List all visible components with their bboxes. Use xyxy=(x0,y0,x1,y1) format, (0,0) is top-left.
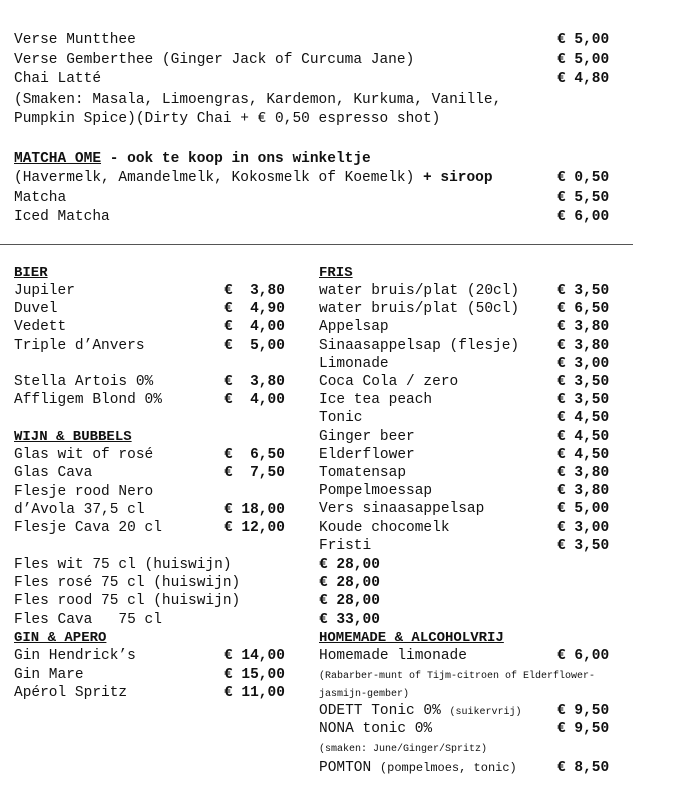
tea-item-price: € 4,80 xyxy=(557,71,610,87)
fris-item-name: Coca Cola / zero xyxy=(319,374,459,390)
fris-item-name: Koude chocomelk xyxy=(319,520,450,536)
fris-item-price: € 3,80 xyxy=(557,483,610,499)
tea-item-name: Verse Gemberthee (Ginger Jack of Curcuma Jane) xyxy=(14,52,415,68)
fris-item-name: Ice tea peach xyxy=(319,392,433,408)
syrup-price: € 0,50 xyxy=(557,170,610,186)
fris-item-price: € 3,80 xyxy=(557,465,610,481)
bier-item-price: € 3,80 xyxy=(224,374,285,390)
limonade-flavours-note: jasmijn-gember) xyxy=(319,689,410,700)
bier-item-name: Affligem Blond 0% xyxy=(14,392,162,408)
matcha-item-name: Iced Matcha xyxy=(14,209,110,225)
odett-price: € 9,50 xyxy=(557,703,610,719)
wine-bottle-name: Fles rood 75 cl (huiswijn) xyxy=(14,593,241,609)
pomton-item xyxy=(319,759,517,778)
fris-item-price: € 3,50 xyxy=(557,538,610,554)
wine-bottle-name: Fles Cava 75 cl xyxy=(14,612,162,628)
odett-note: (suikervrij) xyxy=(449,707,522,718)
bier-item-name: Jupiler xyxy=(14,283,75,299)
fris-item-price: € 4,50 xyxy=(557,447,610,463)
wine-bottle-name: Fles wit 75 cl (huiswijn) xyxy=(14,557,232,573)
bier-item-name: Duvel xyxy=(14,301,58,317)
wijn-item-price: € 12,00 xyxy=(224,520,285,536)
fris-item-price: € 3,50 xyxy=(557,392,610,408)
nona-price: € 9,50 xyxy=(557,721,610,737)
fris-item-name: Appelsap xyxy=(319,319,389,335)
fris-item-name: Tomatensap xyxy=(319,465,407,481)
wine-bottle-price: € 28,00 xyxy=(319,557,380,573)
fris-item-name: Ginger beer xyxy=(319,429,415,445)
fris-item-price: € 6,50 xyxy=(557,301,610,317)
homemade-item-name: Homemade limonade xyxy=(319,648,467,664)
milk-options-note xyxy=(14,169,493,188)
matcha-title: MATCHA OME xyxy=(14,151,102,167)
homemade-heading: HOMEMADE & ALCOHOLVRIJ xyxy=(319,630,504,646)
fris-item-price: € 4,50 xyxy=(557,429,610,445)
gin-item-price: € 11,00 xyxy=(224,685,285,701)
fris-item-price: € 3,50 xyxy=(557,374,610,390)
gin-item-name: Gin Hendrick’s xyxy=(14,648,136,664)
wijn-item-name: d’Avola 37,5 cl xyxy=(14,502,145,518)
fris-item-name: Elderflower xyxy=(319,447,415,463)
fris-item-price: € 4,50 xyxy=(557,410,610,426)
pomton-price: € 8,50 xyxy=(557,760,610,776)
fris-item-price: € 3,50 xyxy=(557,283,610,299)
fris-item-name: Vers sinaasappelsap xyxy=(319,501,485,517)
section-divider xyxy=(0,244,633,245)
homemade-item-price: € 6,00 xyxy=(557,648,610,664)
matcha-item-price: € 6,00 xyxy=(557,209,610,225)
wijn-item-price: € 6,50 xyxy=(224,447,285,463)
matcha-heading xyxy=(14,150,371,169)
wine-bottle-price: € 28,00 xyxy=(319,575,380,591)
wijn-item-name: Flesje rood Nero xyxy=(14,484,154,500)
wijn-item-name: Flesje Cava 20 cl xyxy=(14,520,162,536)
tea-item-name: Chai Latté xyxy=(14,71,102,87)
wijn-item-name: Glas Cava xyxy=(14,465,93,481)
wine-bottle-price: € 28,00 xyxy=(319,593,380,609)
bier-heading: BIER xyxy=(14,265,48,281)
syrup-label: + siroop xyxy=(414,170,493,186)
chai-flavours-note: (Smaken: Masala, Limoengras, Kardemon, Kurkuma, Vanille, xyxy=(14,92,502,108)
wijn-item-name: Glas wit of rosé xyxy=(14,447,154,463)
fris-item-price: € 3,80 xyxy=(557,338,610,354)
odett-name: ODETT Tonic 0% xyxy=(319,703,441,719)
gin-item-price: € 15,00 xyxy=(224,667,285,683)
wijn-heading: WIJN & BUBBELS xyxy=(14,429,132,445)
matcha-item-name: Matcha xyxy=(14,190,67,206)
fris-item-price: € 5,00 xyxy=(557,501,610,517)
fris-item-price: € 3,80 xyxy=(557,319,610,335)
tea-item-name: Verse Muntthee xyxy=(14,32,136,48)
fris-item-name: Tonic xyxy=(319,410,363,426)
pomton-note: (pompelmoes, tonic) xyxy=(379,761,517,775)
bier-item-price: € 5,00 xyxy=(224,338,285,354)
wijn-item-price: € 7,50 xyxy=(224,465,285,481)
fris-item-name: Fristi xyxy=(319,538,372,554)
bier-item-name: Triple d’Anvers xyxy=(14,338,145,354)
bier-item-price: € 4,90 xyxy=(224,301,285,317)
chai-flavours-note: Pumpkin Spice)(Dirty Chai + € 0,50 espresso shot) xyxy=(14,111,441,127)
fris-item-name: Sinaasappelsap (flesje) xyxy=(319,338,520,354)
fris-item-name: Pompelmoessap xyxy=(319,483,433,499)
fris-item-price: € 3,00 xyxy=(557,520,610,536)
gin-item-name: Gin Mare xyxy=(14,667,84,683)
limonade-flavours-note: (Rabarber-munt of Tijm-citroen of Elderflower- xyxy=(319,671,596,682)
matcha-item-price: € 5,50 xyxy=(557,190,610,206)
fris-item-name: water bruis/plat (50cl) xyxy=(319,301,520,317)
nona-name: NONA tonic 0% xyxy=(319,721,433,737)
gin-item-price: € 14,00 xyxy=(224,648,285,664)
tea-item-price: € 5,00 xyxy=(557,52,610,68)
gin-item-name: Apérol Spritz xyxy=(14,685,128,701)
bier-item-price: € 4,00 xyxy=(224,392,285,408)
bier-item-price: € 3,80 xyxy=(224,283,285,299)
wijn-item-price: € 18,00 xyxy=(224,502,285,518)
fris-item-name: Limonade xyxy=(319,356,389,372)
wine-bottle-name: Fles rosé 75 cl (huiswijn) xyxy=(14,575,241,591)
fris-item-name: water bruis/plat (20cl) xyxy=(319,283,520,299)
matcha-subtitle: - ook te koop in ons winkeltje xyxy=(101,151,371,167)
bier-item-price: € 4,00 xyxy=(224,319,285,335)
pomton-name: POMTON xyxy=(319,760,372,776)
fris-item-price: € 3,00 xyxy=(557,356,610,372)
fris-heading: FRIS xyxy=(319,265,353,281)
milk-options: (Havermelk, Amandelmelk, Kokosmelk of Koemelk) xyxy=(14,170,415,186)
wine-bottle-price: € 33,00 xyxy=(319,612,380,628)
nona-flavours-note: (smaken: June/Ginger/Spritz) xyxy=(319,744,488,755)
odett-item xyxy=(319,702,522,722)
tea-item-price: € 5,00 xyxy=(557,32,610,48)
bier-item-name: Stella Artois 0% xyxy=(14,374,154,390)
gin-heading: GIN & APERO xyxy=(14,630,107,646)
bier-item-name: Vedett xyxy=(14,319,67,335)
